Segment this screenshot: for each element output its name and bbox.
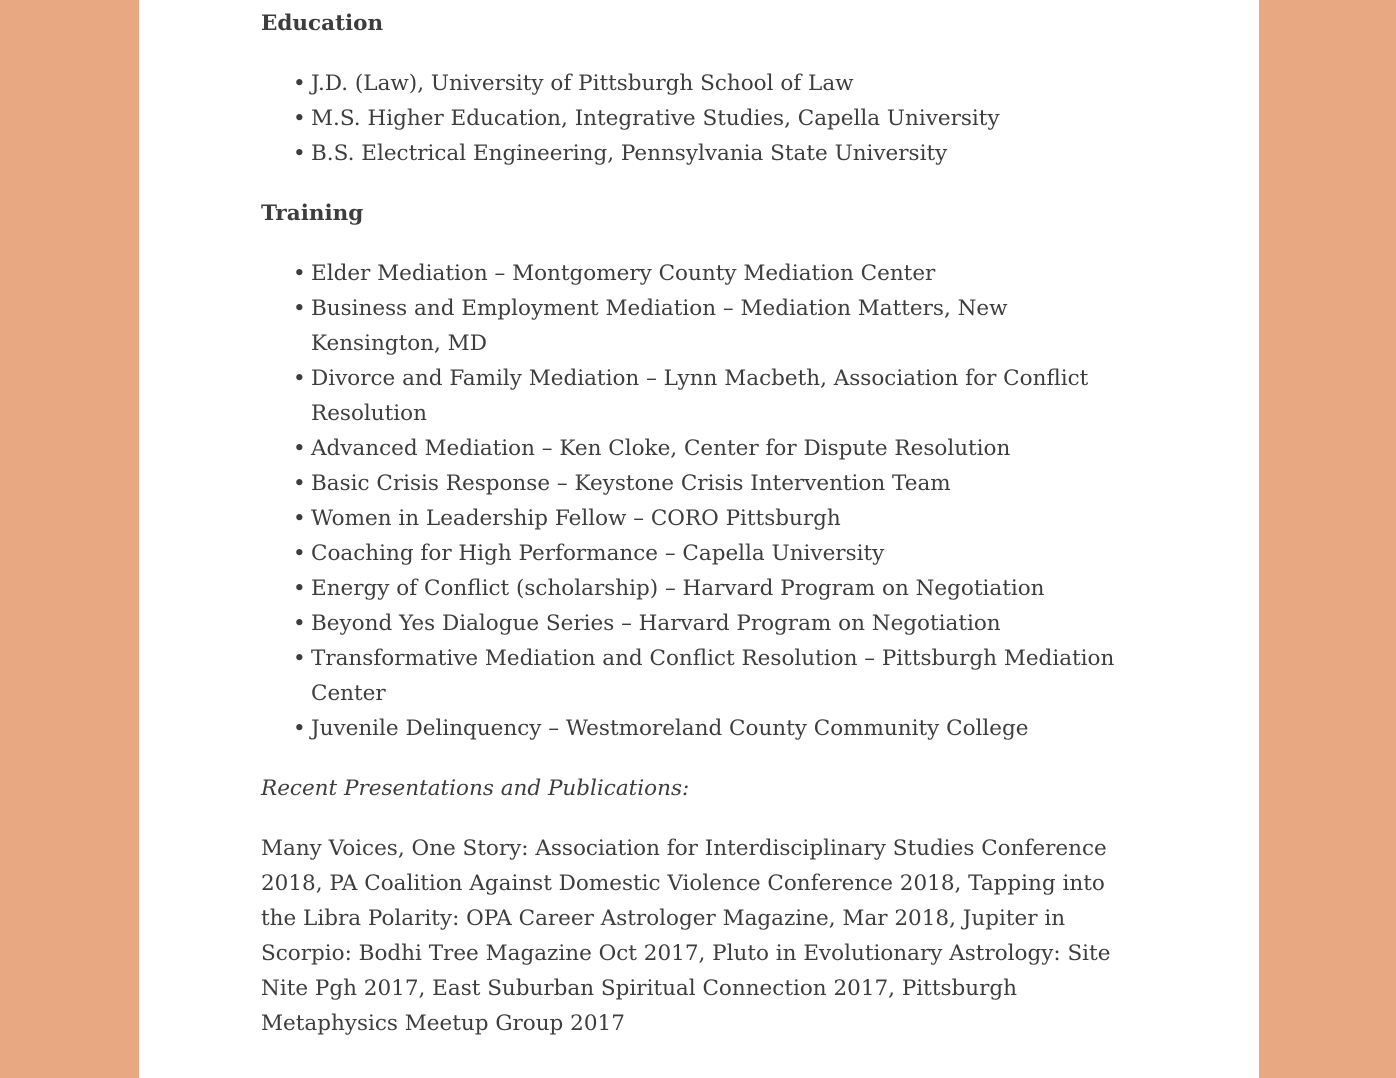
page-content-area bbox=[139, 0, 1259, 1078]
education-heading: Education bbox=[261, 11, 384, 36]
education-list bbox=[261, 66, 1141, 171]
list-item: • Basic Crisis Response – Keystone Crisis Intervention Team bbox=[311, 466, 1141, 501]
article-body bbox=[261, 0, 1141, 1041]
training-heading: Training bbox=[261, 201, 364, 226]
list-item: • Coaching for High Performance – Capella University bbox=[311, 536, 1141, 571]
list-item: • Juvenile Delinquency – Westmoreland County Community College bbox=[311, 711, 1141, 746]
list-item: • J.D. (Law), University of Pittsburgh School of Law bbox=[311, 66, 1141, 101]
list-item: • Transformative Mediation and Conflict Resolution – Pittsburgh Mediation Center bbox=[311, 641, 1141, 711]
list-item: • Beyond Yes Dialogue Series – Harvard Program on Negotiation bbox=[311, 606, 1141, 641]
list-item: • Advanced Mediation – Ken Cloke, Center for Dispute Resolution bbox=[311, 431, 1141, 466]
presentations-paragraph: Many Voices, One Story: Association for Interdisciplinary Studies Conference 2018, PA Coalition Against Domestic Violence Conference 2018, Tapping into the Libra Polarity: OPA Career Astrologer Magazine, Mar 2018, Jupiter in Scorpio: Bodhi Tree Magazine Oct 2017, Pluto in Evolutionary Astrology: Site Nite Pgh 2017, East Suburban Spiritual Connection 2017, Pittsburgh Metaphysics Meetup Group 2017 bbox=[261, 836, 1111, 1036]
list-item: • Elder Mediation – Montgomery County Mediation Center bbox=[311, 256, 1141, 291]
list-item: • Energy of Conflict (scholarship) – Harvard Program on Negotiation bbox=[311, 571, 1141, 606]
list-item: • Divorce and Family Mediation – Lynn Macbeth, Association for Conflict Resolution bbox=[311, 361, 1141, 431]
list-item: • B.S. Electrical Engineering, Pennsylvania State University bbox=[311, 136, 1141, 171]
list-item: • Women in Leadership Fellow – CORO Pittsburgh bbox=[311, 501, 1141, 536]
training-list bbox=[261, 256, 1141, 746]
list-item: • M.S. Higher Education, Integrative Studies, Capella University bbox=[311, 101, 1141, 136]
list-item: • Business and Employment Mediation – Mediation Matters, New Kensington, MD bbox=[311, 291, 1141, 361]
presentations-heading: Recent Presentations and Publications: bbox=[261, 776, 690, 801]
